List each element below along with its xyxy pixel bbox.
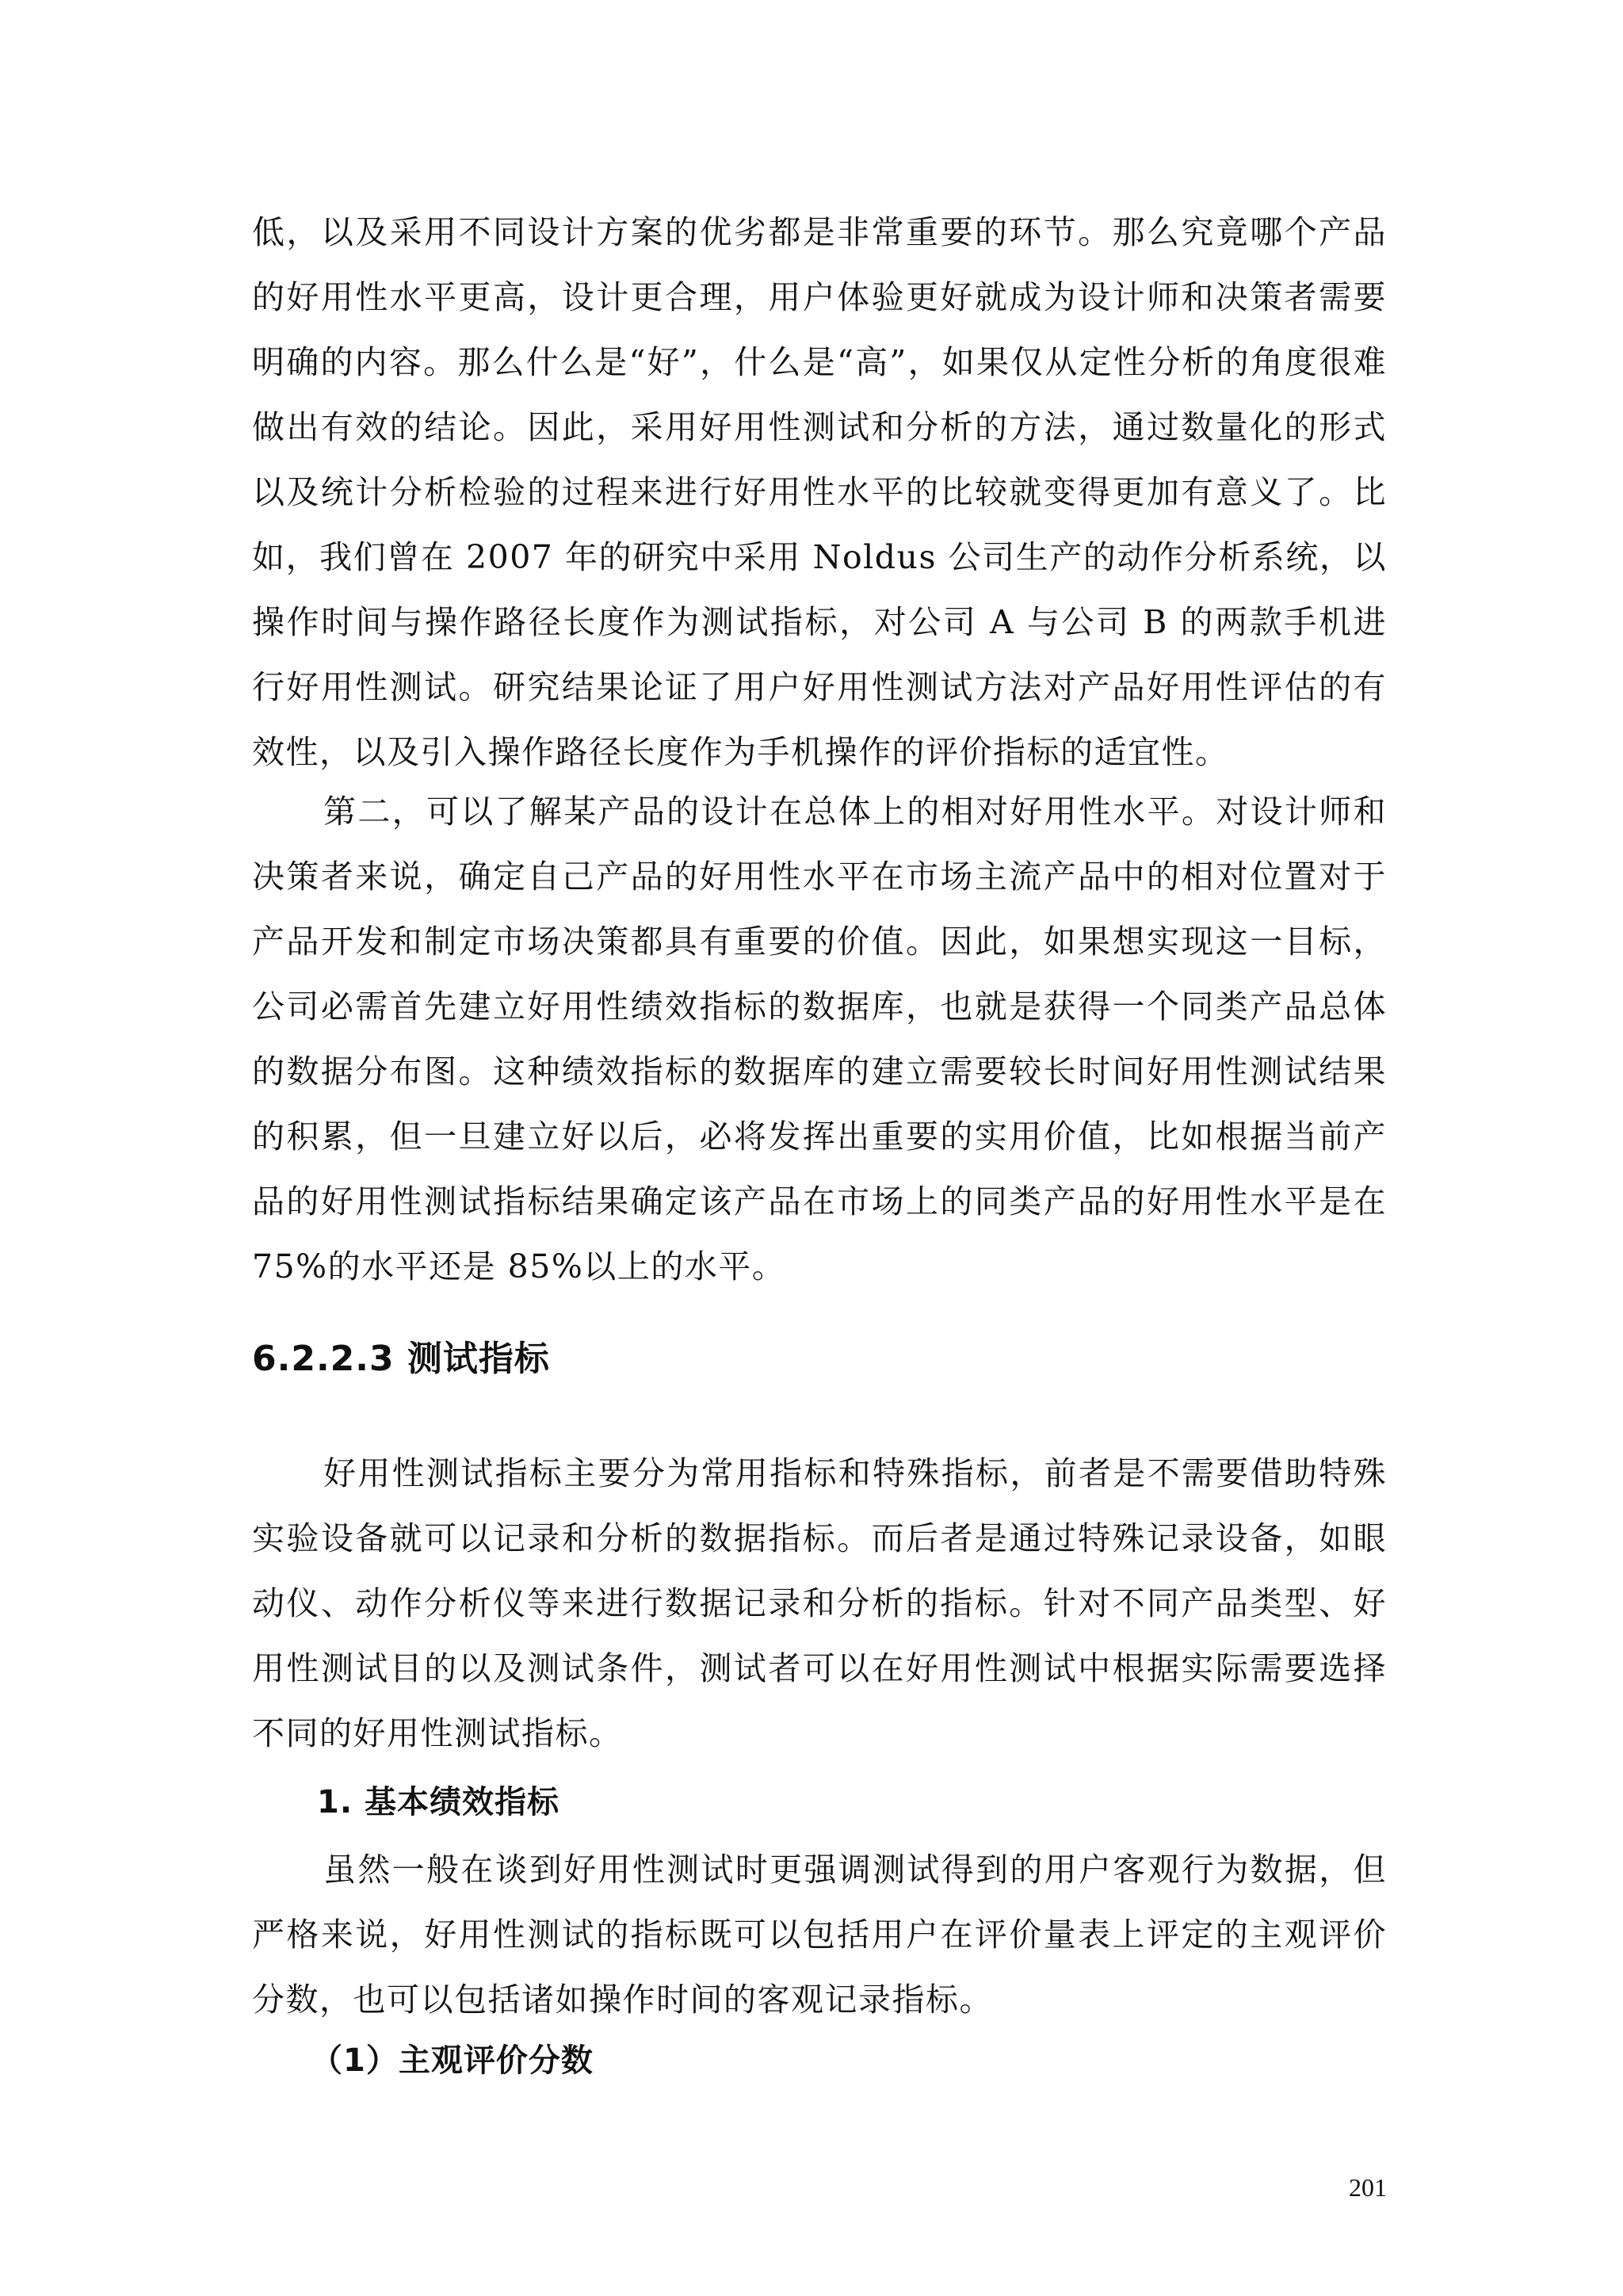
body-paragraph-2: 第二，可以了解某产品的设计在总体上的相对好用性水平。对设计师和决策者来说，确定自己产品的好用性水平在市场主流产品中的相对位置对于产品开发和制定市场决策都具有重要的价值。因此，如果想实现这一目标，公司必需首先建立好用性绩效指标的数据库，也就是获得一个同类产品总体的数据分布图。这种绩效指标的数据库的建立需要较长时间好用性测试结果的积累，但一旦建立好以后，必将发挥出重要的实用价值，比如根据当前产品的好用性测试指标结果确定该产品在市场上的同类产品的好用性水平是在 75%的水平还是 85%以上的水平。 (252, 793, 1387, 1286)
body-paragraph-3: 好用性测试指标主要分为常用指标和特殊指标，前者是不需要借助特殊实验设备就可以记录和分析的数据指标。而后者是通过特殊记录设备，如眼动仪、动作分析仪等来进行数据记录和分析的指标。针对不同产品类型、好用性测试目的以及测试条件，测试者可以在好用性测试中根据实际需要选择不同的好用性测试指标。 (252, 1454, 1387, 1752)
page-number: 201 (1349, 2173, 1387, 2202)
section-heading: 6.2.2.3 测试指标 (252, 1339, 550, 1379)
subheading-subjective-scores: （1）主观评价分数 (311, 2042, 594, 2079)
body-paragraph-4: 虽然一般在谈到好用性测试时更强调测试得到的用户客观行为数据，但严格来说，好用性测试的指标既可以包括用户在评价量表上评定的主观评价分数，也可以包括诸如操作时间的客观记录指标。 (252, 1851, 1387, 2019)
subheading-basic-performance-indicators: 1. 基本绩效指标 (317, 1784, 559, 1820)
body-paragraph-1: 低，以及采用不同设计方案的优劣都是非常重要的环节。那么究竟哪个产品的好用性水平更高，设计更合理，用户体验更好就成为设计师和决策者需要明确的内容。那么什么是“好”，什么是“高”，如果仅从定性分析的角度很难做出有效的结论。因此，采用好用性测试和分析的方法，通过数量化的形式以及统计分析检验的过程来进行好用性水平的比较就变得更加有意义了。比如，我们曾在 2007 年的研究中采用 Noldus 公司生产的动作分析系统，以操作时间与操作路径长度作为测试指标，对公司 A 与公司 B 的两款手机进行好用性测试。研究结果论证了用户好用性测试方法对产品好用性评估的有效性，以及引入操作路径长度作为手机操作的评价指标的适宜性。 (252, 213, 1387, 771)
